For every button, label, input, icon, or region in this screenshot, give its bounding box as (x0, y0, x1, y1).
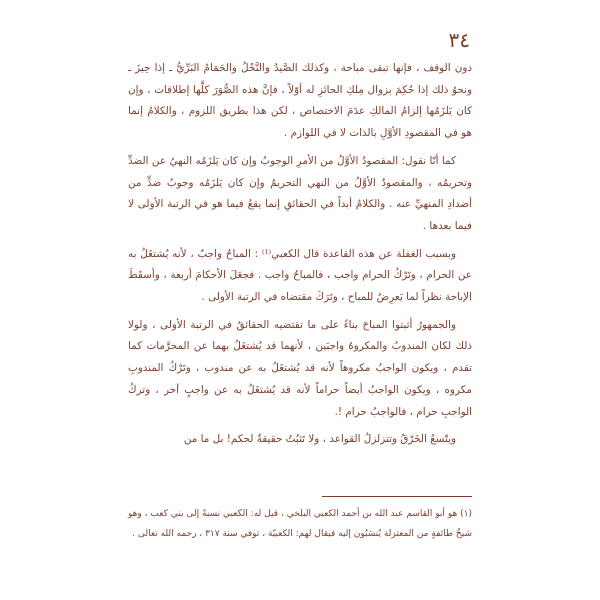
footnote-divider (322, 496, 472, 497)
page-number: ٣٤ (448, 28, 470, 52)
paragraph: دون الوقف ، فإنها تبقى مباحة ، وكذلك الصَّيدُ والنَّحْلُ والحَمَامُ البَرِّيُّ ـ إذا حِيزَ ـ ونحوُ ذلك إذا حُكِمَ بزوال مِلكِ الحائزِ له أوّلاً ، فإنَّ هذه الصُّوَرَ كلَّها إطلاقات ، وإن كان يَلزَمُها إلزامُ المالكِ عدَمَ الاختصاص ، لكن هذا بطريق اللزوم ، والكلامُ إنما هو في المقصودِ الأوَّلِ بالذات لا في اللوازم . (128, 62, 472, 140)
paragraph: ويتّسعُ الخَرْقُ وتتزلزلُ القواعد ، ولا تَثبُتُ حقيقةٌ لحكم! بل ما من (183, 433, 456, 446)
paragraph: والجمهورُ أثبتوا المباحَ بناءً على ما تقتضيه الحقائقُ في الرتبة الأولى ، ولولا ذلك لكان المندوبُ والمكروهُ واجبَين ، لأنهما قد يُشتغَلُ بهما عن المحرَّمات كما تقدم ، ويكون الواجبُ مكروهاً لأنه قد يُشتغَلُ به عن مندوب ، وتَرْكُ المندوبِ مكروه ، ويكون الواجبُ أيضاً حراماً لأنه قد يُشتغَلُ به عن واجبٍ آخر ، وتركُ الواجبِ حرام ، فالواجبُ حرام !. (128, 318, 472, 418)
main-text (128, 58, 472, 451)
footnote: (١) هو أبو القاسم عبد الله بن أحمد الكعبي البلخي ، قيل له: الكعبي نسبةً إلى بني كعب ، وهو شيخُ طائفةٍ من المعتزلة يُنسَبُون إليه فيقال لهم: الكعبيّة ، توفي سنة ٣١٧ ، رحمه الله تعالى . (128, 509, 472, 539)
paragraph: كما أنّا نقول: المقصودُ الأوَّلُ من الأمرِ الوجوبُ وإن كان يَلزَمُه النهيُ عن الضدِّ وتحريمُه ، والمقصودُ الأوَّلُ من النهي التحريمُ وإن كان يَلزَمُه وجوبُ ضدٍّ من أضدادِ المنهيِّ عنه . والكلامُ أبداً في الحقائقِ إنما يقعُ فيما هو في الرتبة الأولى لا فيما بعدها . (128, 154, 472, 232)
paragraph: وبسبب الغفلة عن هذه القاعدة قال الكعبي⁽¹⁾ : المباحُ واجبٌ ، لأنه يُشتغَلُ به عن الحرام ، وتَرْكُ الحرام واجب ، فالمباحُ واجب . فجعَلَ الأحكامَ أربعة ، وأسقَطَ الإباحة نظراً لما يَعرِضُ للمباح ، وتَرَكَ مقتضاه في الرتبة الأولى . (128, 247, 472, 304)
